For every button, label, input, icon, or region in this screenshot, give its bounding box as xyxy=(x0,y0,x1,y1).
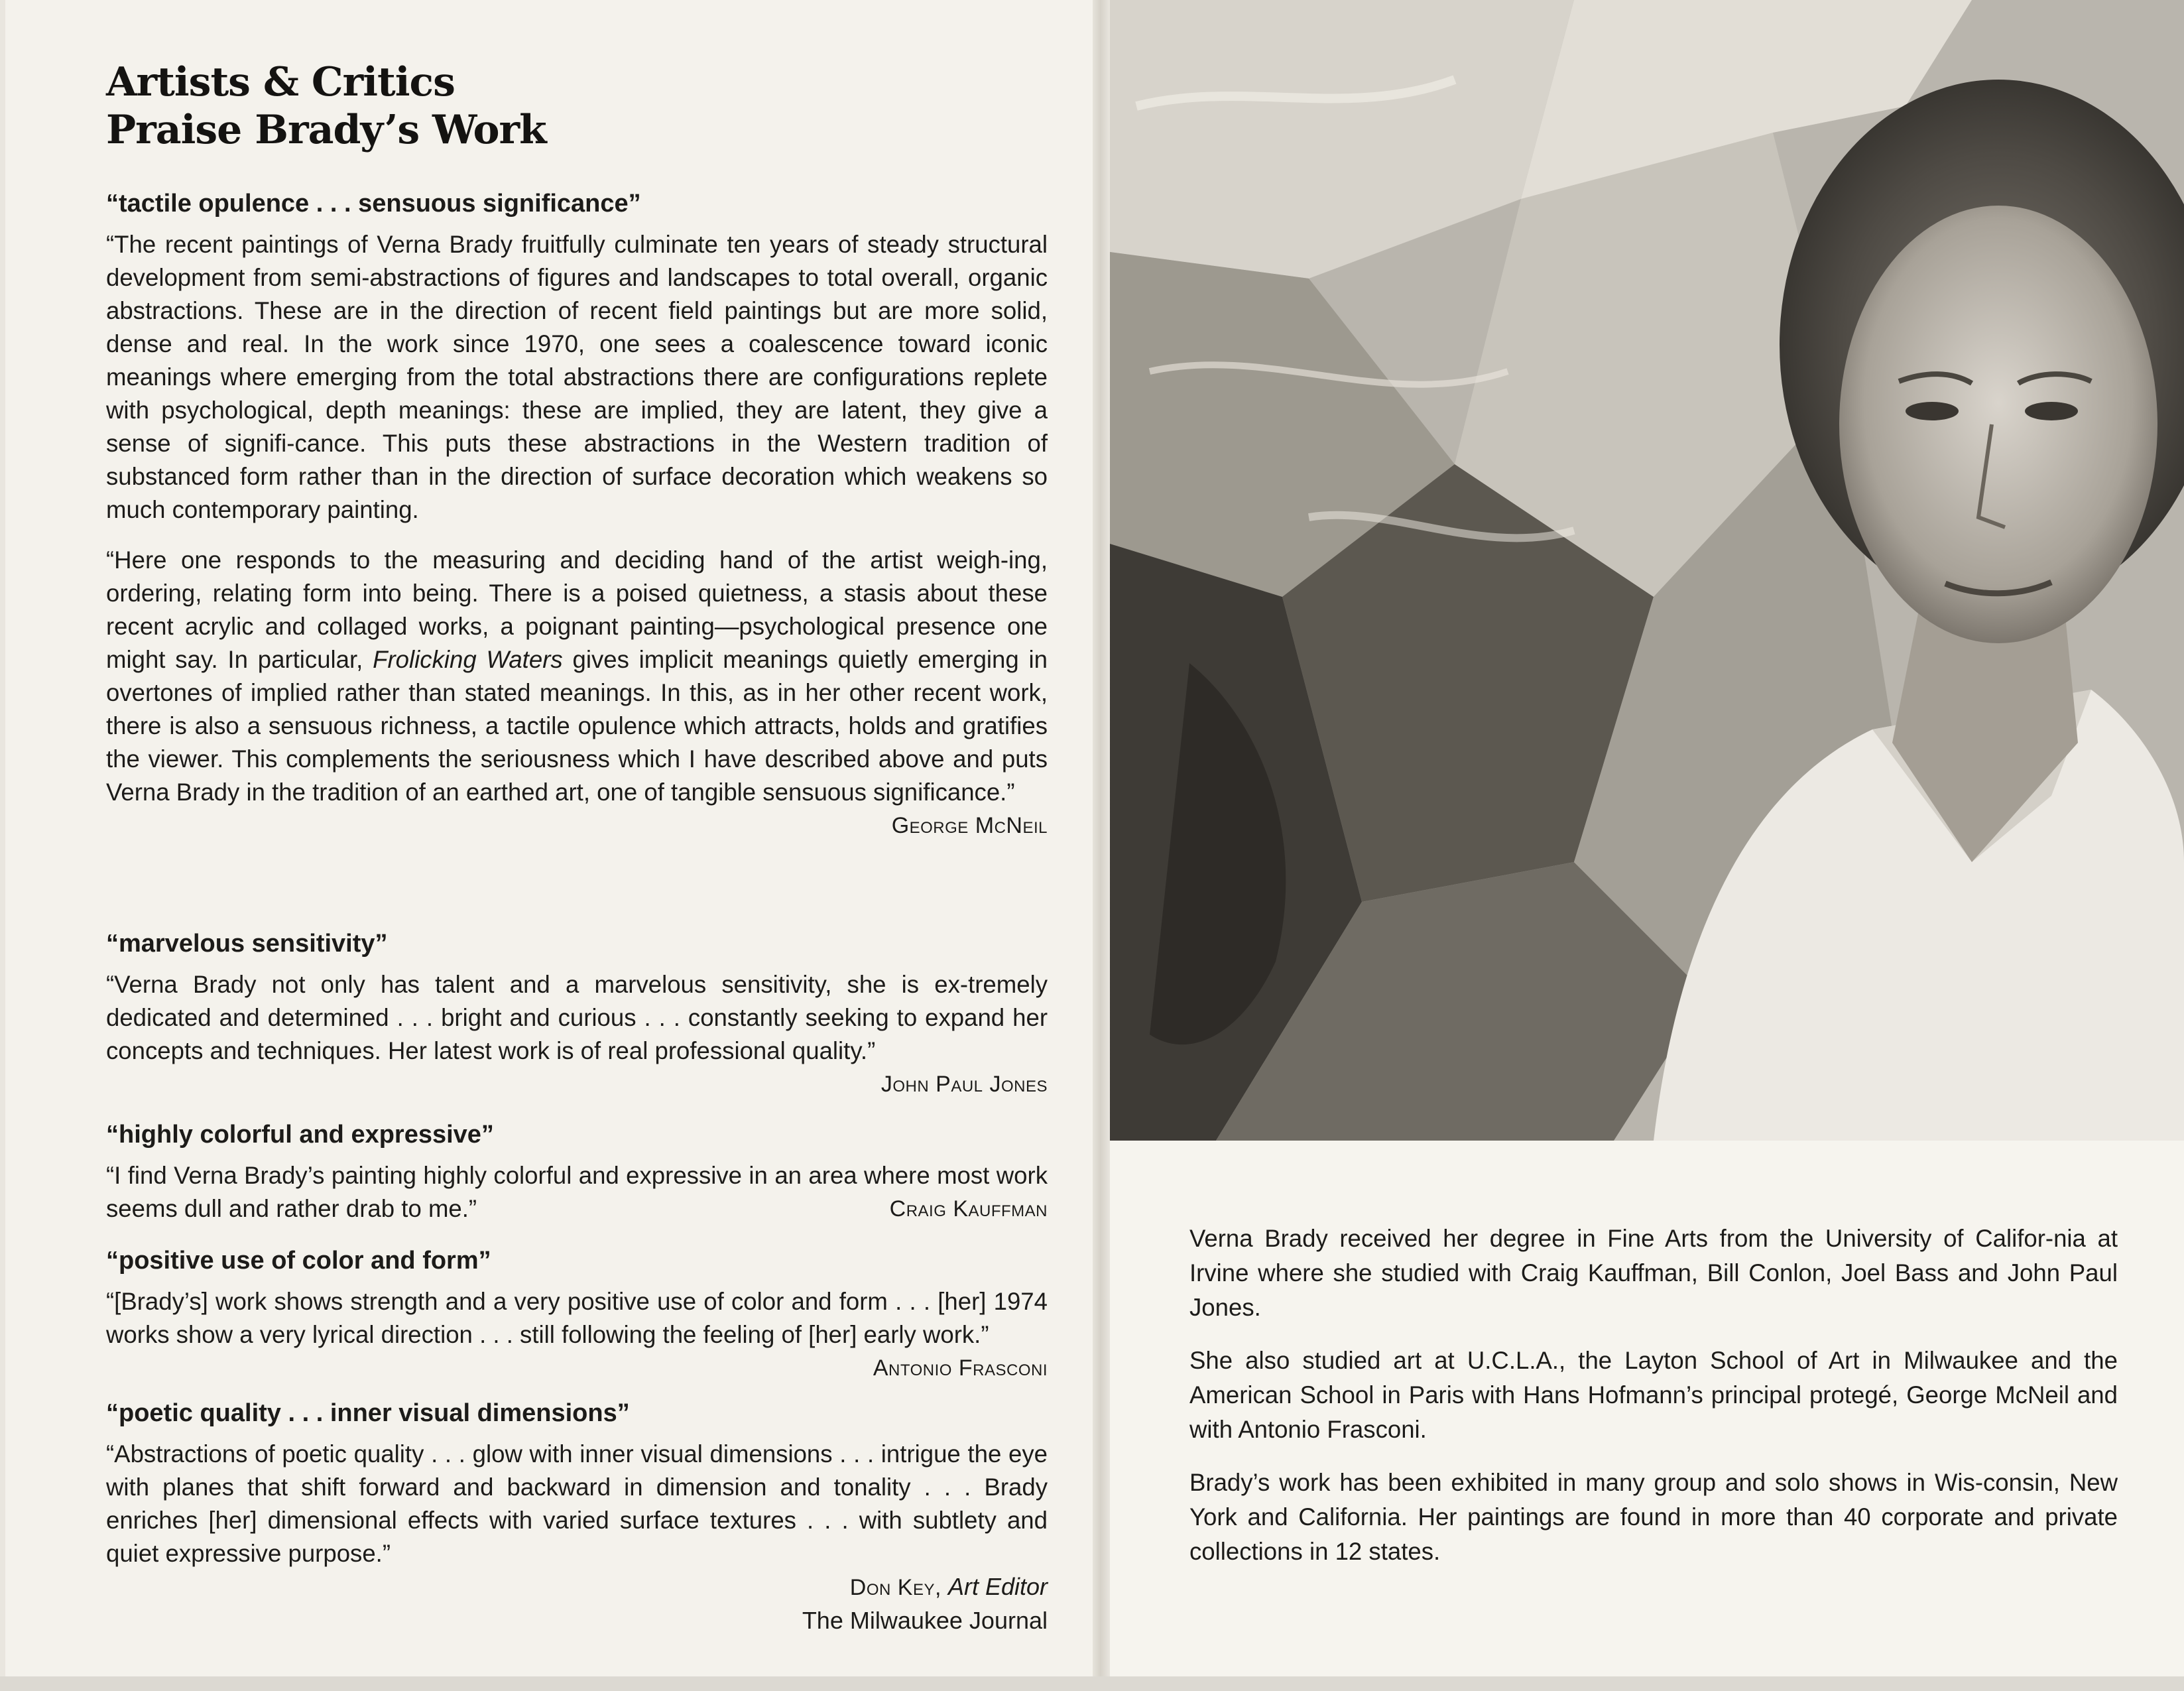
page-fold xyxy=(1093,0,1110,1676)
artist-biography xyxy=(1189,1221,2118,1588)
scan-edge xyxy=(0,1676,2184,1691)
artwork-title: Frolicking Waters xyxy=(373,646,563,673)
quote-frasconi xyxy=(106,1245,1048,1385)
quote-author: John Paul Jones xyxy=(880,1072,1048,1097)
quote-text: gives implicit meanings quietly emerging in overtones of implied rather than stated meanings. In this, as in her other recent work, there is also a sensuous richness, a tactile opulence which attracts, holds and gratifies the viewer. This complements the seriousness which I have described above and puts Verna Brady in the tradition of an earthed art, one of tangible sensuous significance.” xyxy=(106,646,1048,806)
quote-paragraph xyxy=(106,1159,1048,1225)
quote-text: “Verna Brady not only has talent and a marvelous sensitivity, she is ex-tremely dedicated and determined . . . bright and curious . . . constantly seeking to expand her concepts and techniques. Her latest work is of real professional quality.” xyxy=(106,971,1048,1064)
quote-paragraph xyxy=(106,544,1048,838)
quote-mcneil xyxy=(106,188,1048,842)
page-title xyxy=(106,58,703,154)
artist-portrait-photo xyxy=(1110,0,2184,1141)
quote-author: George McNeil xyxy=(891,813,1048,838)
quote-author: Antonio Frasconi xyxy=(873,1355,1048,1381)
portrait-illustration xyxy=(1110,0,2184,1141)
quote-key xyxy=(106,1398,1048,1637)
title-line-2: Praise Brady’s Work xyxy=(106,107,546,153)
quote-heading: “poetic quality . . . inner visual dimensions” xyxy=(106,1399,630,1427)
quote-text: “[Brady’s] work shows strength and a very positive use of color and form . . . [her] 1974 works show a very lyrical direction . . . still following the feeling of [her] early work.” xyxy=(106,1288,1048,1348)
quote-jones xyxy=(106,928,1048,1101)
quote-heading: “marvelous sensitivity” xyxy=(106,930,388,958)
bio-paragraph: Brady’s work has been exhibited in many group and solo shows in Wis-consin, New York and California. Her paintings are found in more than 40 corporate and private collections in 12 states. xyxy=(1189,1469,2118,1565)
quote-heading: “tactile opulence . . . sensuous significance” xyxy=(106,190,641,218)
quote-paragraph xyxy=(106,1285,1048,1381)
quote-paragraph xyxy=(106,968,1048,1097)
quote-paragraph: “Abstractions of poetic quality . . . glow with inner visual dimensions . . . intrigue the eye with planes that shift forward and backward in dimension and tonality . . . Brady enriches [her] dimensional effects with varied surface textures . . . with subtlety and quiet expressive purpose.” xyxy=(106,1440,1048,1567)
author-organization: The Milwaukee Journal xyxy=(802,1607,1048,1634)
bio-paragraph: She also studied art at U.C.L.A., the Layton School of Art in Milwaukee and the American School in Paris with Hans Hofmann’s principal protegé, George McNeil and with Antonio Frasconi. xyxy=(1189,1347,2118,1443)
quote-heading: “positive use of color and form” xyxy=(106,1247,491,1275)
title-line-1: Artists & Critics xyxy=(106,59,455,105)
bio-paragraph: Verna Brady received her degree in Fine Arts from the University of Califor-nia at Irvine where she studied with Craig Kauffman, Bill Conlon, Joel Bass and John Paul Jones. xyxy=(1189,1225,2118,1321)
author-name: Don Key, xyxy=(849,1575,941,1600)
quote-author: Craig Kauffman xyxy=(889,1196,1048,1221)
quote-kauffman xyxy=(106,1119,1048,1225)
quote-author xyxy=(106,1570,1048,1604)
quote-text: “Here one responds to the measuring and deciding hand of the artist weigh-ing, ordering, relating form into being. There is a poised quietness, a stasis about these recent acrylic and collaged works, a poignant painting—psychological presence one might say. In particular, xyxy=(106,546,1048,673)
author-role: Art Editor xyxy=(947,1573,1048,1600)
quote-text: “I find Verna Brady’s painting highly colorful and expressive in an area where most work seems dull and rather drab to me.” xyxy=(106,1162,1048,1222)
quote-heading: “highly colorful and expressive” xyxy=(106,1121,494,1149)
quote-paragraph: “The recent paintings of Verna Brady fruitfully culminate ten years of steady structural development from semi-abstractions of figures and landscapes to total overall, organic abstractions. These are in the direction of recent field paintings but are more solid, dense and real. In the work since 1970, one sees a coalescence toward iconic meanings where emerging from the total abstractions there are configurations replete with psychological, depth meanings: these are implied, they are latent, they give a sense of signifi-cance. This puts these abstractions in the Western tradition of substanced form rather than in the direction of surface decoration which weakens so much contemporary painting. xyxy=(106,231,1048,523)
